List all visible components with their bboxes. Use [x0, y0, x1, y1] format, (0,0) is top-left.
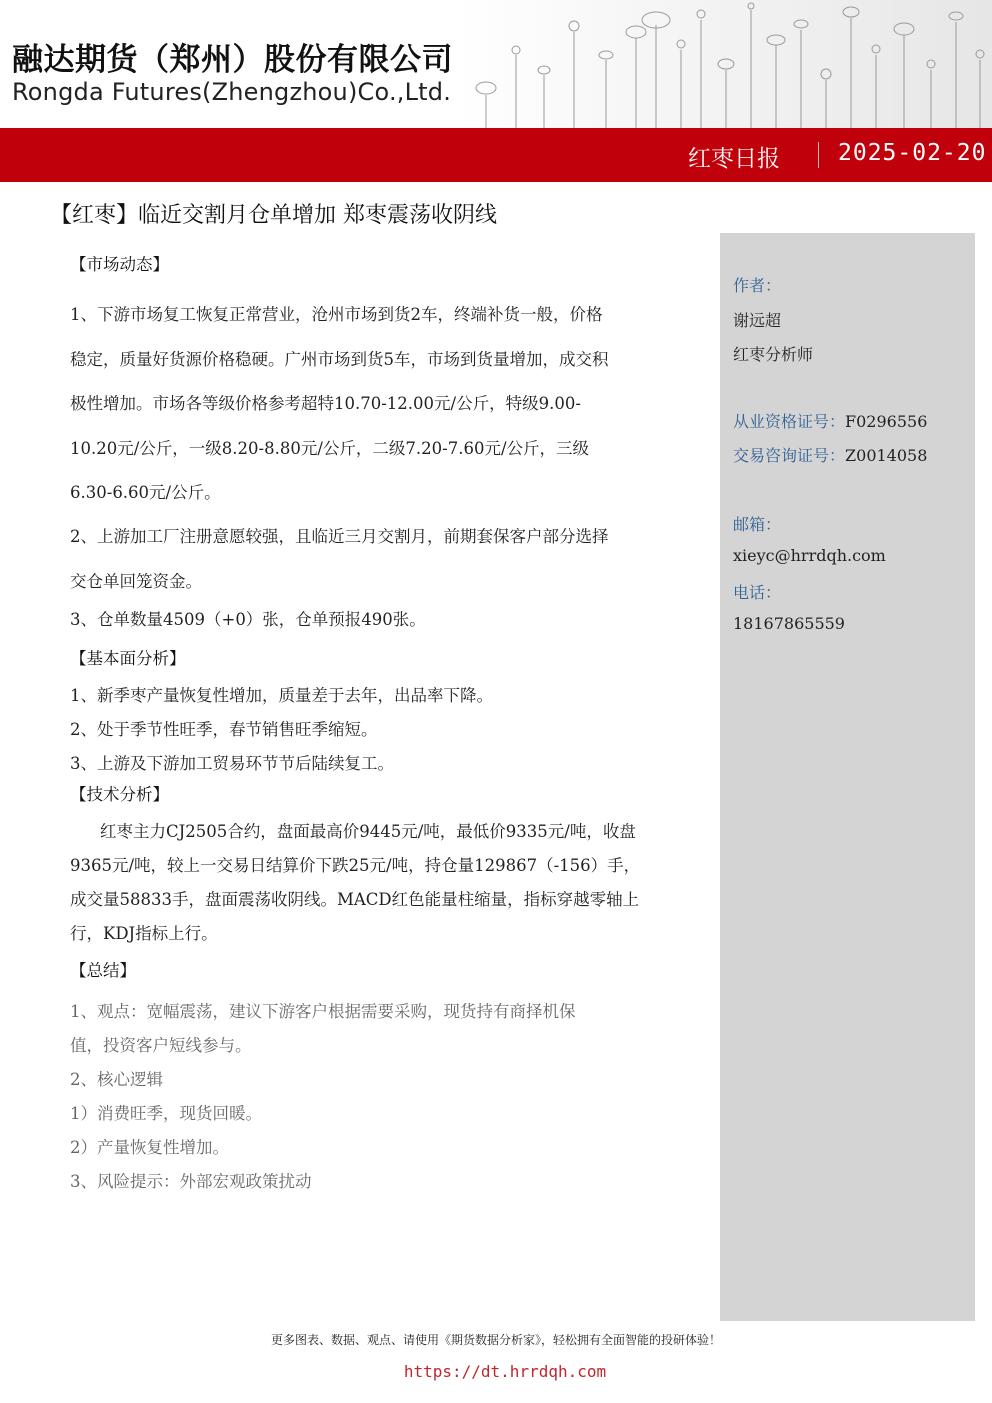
report-date: 2025-02-20 — [838, 140, 987, 166]
footer-note: 更多图表、数据、观点、请使用《期货数据分析家》，轻松拥有全面智能的投研体验！ — [270, 1333, 721, 1347]
text-line: 值，投资客户短线参与。 — [70, 1036, 252, 1055]
author-label: 作者： — [733, 276, 782, 295]
email-link[interactable]: xieyc@hrrdqh.com — [733, 546, 886, 565]
report-banner — [0, 128, 992, 182]
phone-label: 电话： — [733, 583, 782, 602]
header-decoration — [456, 0, 992, 128]
text-line: 交仓单回笼资金。 — [70, 571, 202, 591]
text-line: 6.30-6.60元/公斤。 — [70, 483, 221, 502]
company-name-en: Rongda Futures(Zhengzhou)Co.,Ltd. — [12, 78, 452, 106]
text-line: 行，KDJ指标上行。 — [70, 924, 218, 943]
text-line: 稳定，质量好货源价格稳硬。广州市场到货5车，市场到货量增加，成交积 — [70, 349, 609, 369]
market-paragraph-3: 3、仓单数量4509（+0）张，仓单预报490张。 — [70, 610, 426, 629]
text-line: 1、观点：宽幅震荡，建议下游客户根据需要采购，现货持有商择机保 — [70, 1002, 576, 1021]
banner-separator — [818, 142, 819, 168]
qualification-cert-label: 从业资格证号： — [733, 412, 846, 431]
text-line: 2、核心逻辑 — [70, 1070, 163, 1089]
text-line: 10.20元/公斤，一级8.20-8.80元/公斤，二级7.20-7.60元/公斤，三级 — [70, 438, 590, 458]
text-line: 红枣主力CJ2505合约，盘面最高价9445元/吨，最低价9335元/吨，收盘 — [100, 822, 636, 841]
text-line: 成交量58833手，盘面震荡收阴线。MACD红色能量柱缩量，指标穿越零轴上 — [70, 890, 640, 909]
market-paragraph-1 — [70, 293, 690, 516]
report-name: 红枣日报 — [688, 146, 780, 172]
consulting-cert-label: 交易咨询证号： — [733, 446, 846, 465]
email-label: 邮箱： — [733, 515, 782, 534]
qualification-cert-value: F0296556 — [845, 412, 928, 431]
list-item: 1、新季枣产量恢复性增加，质量差于去年，出品率下降。 — [70, 686, 493, 705]
author-title: 红枣分析师 — [733, 345, 814, 364]
text-line: 9365元/吨，较上一交易日结算价下跌25元/吨，持仓量129867（-156）手， — [70, 856, 641, 875]
text-line: 3、风险提示：外部宏观政策扰动 — [70, 1172, 312, 1191]
text-line: 极性增加。市场各等级价格参考超特10.70-12.00元/公斤，特级9.00- — [70, 394, 581, 413]
text-line: 2）产量恢复性增加。 — [70, 1138, 229, 1157]
consulting-cert — [733, 443, 927, 466]
phone-number: 18167865559 — [733, 614, 845, 633]
market-heading: 【市场动态】 — [70, 255, 169, 274]
qualification-cert — [733, 409, 927, 432]
consulting-cert-value: Z0014058 — [845, 446, 928, 465]
author-name: 谢远超 — [733, 311, 782, 330]
text-line: 2、上游加工厂注册意愿较强，且临近三月交割月，前期套保客户部分选择 — [70, 527, 609, 546]
author-sidebar — [720, 233, 975, 1321]
list-item: 3、上游及下游加工贸易环节节后陆续复工。 — [70, 754, 394, 773]
summary-heading: 【总结】 — [70, 961, 136, 980]
summary-paragraph — [70, 995, 690, 1199]
fundamental-list — [70, 679, 690, 781]
text-line: 1）消费旺季，现货回暖。 — [70, 1104, 262, 1123]
list-item: 2、处于季节性旺季，春节销售旺季缩短。 — [70, 720, 378, 739]
text-line: 1、下游市场复工恢复正常营业，沧州市场到货2车，终端补货一般，价格 — [70, 305, 603, 324]
page-header — [0, 0, 992, 128]
footer-link[interactable]: https://dt.hrrdqh.com — [403, 1362, 607, 1381]
technical-heading: 【技术分析】 — [70, 785, 169, 804]
company-name-cn: 融达期货（郑州）股份有限公司 — [12, 42, 453, 78]
page-title: 【红枣】临近交割月仓单增加 郑枣震荡收阴线 — [50, 203, 497, 228]
technical-paragraph — [70, 815, 690, 951]
fundamental-heading: 【基本面分析】 — [70, 649, 186, 668]
market-paragraph-2 — [70, 515, 690, 604]
